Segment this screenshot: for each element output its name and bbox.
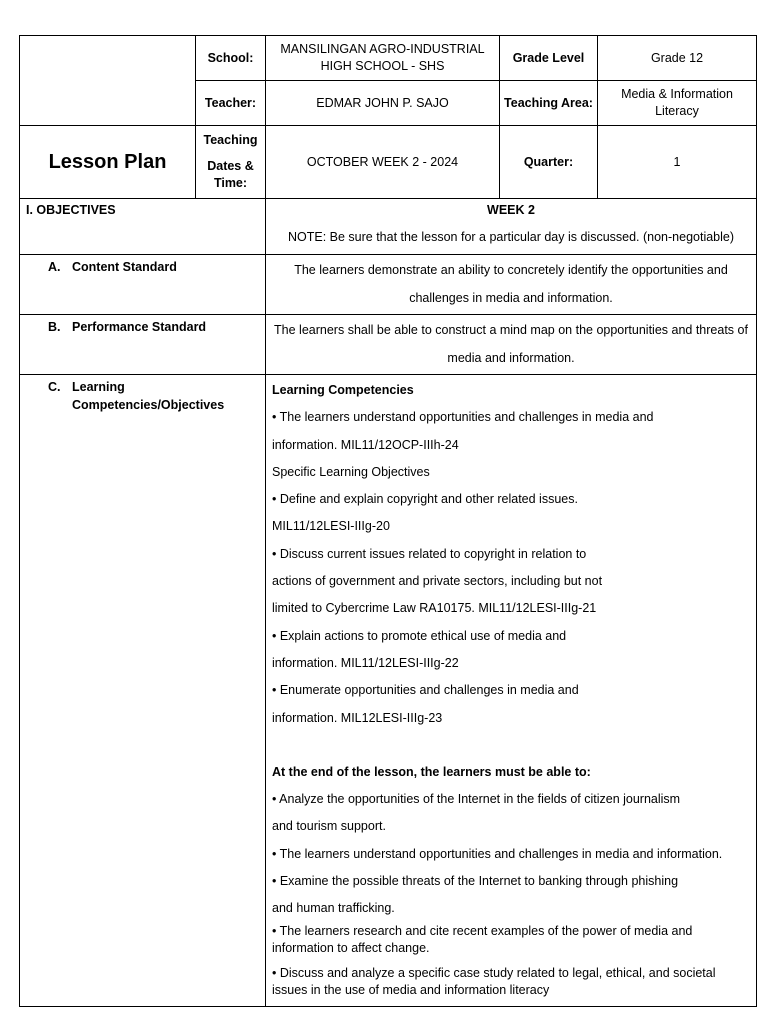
week-label: WEEK 2 bbox=[487, 203, 535, 217]
competency-line: information. MIL11/12LESI-IIIg-22 bbox=[272, 655, 459, 670]
dates-label bbox=[196, 126, 266, 199]
school-label: School: bbox=[196, 36, 266, 81]
performance-standard-label: Performance Standard bbox=[72, 320, 207, 334]
objectives-note: NOTE: Be sure that the lesson for a particular day is discussed. (non-negotiable) bbox=[287, 230, 735, 244]
competencies-label: Learning Competencies/Objectives bbox=[72, 380, 225, 412]
area-value: Media & Information Literacy bbox=[598, 81, 757, 126]
end-of-lesson-line: • Analyze the opportunities of the Internet in the fields of citizen journalism bbox=[272, 792, 681, 807]
competency-line: • Define and explain copyright and other related issues. bbox=[272, 492, 578, 507]
objectives-table bbox=[19, 198, 757, 1007]
competency-line: • The learners understand opportunities and challenges in media and bbox=[272, 410, 654, 425]
competency-line: information. MIL12LESI-IIIg-23 bbox=[272, 710, 443, 725]
performance-standard-marker: B. bbox=[48, 320, 61, 334]
end-of-lesson-item-tight-2: • Discuss and analyze a specific case study related to legal, ethical, and societal issues in the use of media and information literacy bbox=[272, 965, 716, 998]
end-of-lesson-line: • Examine the possible threats of the Internet to banking through phishing bbox=[272, 874, 679, 889]
dates-value: OCTOBER WEEK 2 - 2024 bbox=[266, 126, 500, 199]
school-value: MANSILINGAN AGRO-INDUSTRIAL HIGH SCHOOL - SHS bbox=[266, 36, 500, 81]
end-of-lesson-item-tight-1: • The learners research and cite recent examples of the power of media and information to affect change. bbox=[272, 923, 693, 956]
competency-line: Specific Learning Objectives bbox=[272, 464, 430, 479]
end-of-lesson-line: and human trafficking. bbox=[272, 901, 395, 916]
end-of-lesson-line: • The learners understand opportunities and challenges in media and information. bbox=[272, 846, 723, 861]
teacher-value: EDMAR JOHN P. SAJO bbox=[266, 81, 500, 126]
page-title: Lesson Plan bbox=[20, 126, 196, 199]
end-of-lesson-list bbox=[272, 786, 750, 922]
content-standard-label-cell bbox=[20, 255, 266, 315]
end-of-lesson-line: and tourism support. bbox=[272, 819, 386, 834]
teacher-label: Teacher: bbox=[196, 81, 266, 126]
dates-label-line-2: Dates & Time: bbox=[207, 159, 254, 190]
grade-value: Grade 12 bbox=[598, 36, 757, 81]
header-blank-cell bbox=[20, 36, 196, 126]
end-of-lesson-heading: At the end of the lesson, the learners must be able to: bbox=[272, 764, 591, 779]
competency-line: • Discuss current issues related to copyright in relation to bbox=[272, 546, 587, 561]
content-standard-text: The learners demonstrate an ability to concretely identify the opportunities and challenges in media and information. bbox=[266, 255, 757, 315]
learning-competencies-list bbox=[272, 404, 750, 732]
competency-line: MIL11/12LESI-IIIg-20 bbox=[272, 519, 390, 534]
quarter-value: 1 bbox=[598, 126, 757, 199]
dates-label-line-1: Teaching bbox=[203, 133, 258, 147]
competency-line: • Enumerate opportunities and challenges in media and bbox=[272, 683, 579, 698]
competencies-marker: C. bbox=[48, 380, 61, 394]
area-label: Teaching Area: bbox=[500, 81, 598, 126]
competency-line: limited to Cybercrime Law RA10175. MIL11/12LESI-IIIg-21 bbox=[272, 601, 597, 616]
performance-standard-label-cell bbox=[20, 315, 266, 375]
learning-competencies-heading: Learning Competencies bbox=[272, 383, 414, 397]
competency-line: information. MIL11/12OCP-IIIh-24 bbox=[272, 437, 459, 452]
competencies-label-cell bbox=[20, 375, 266, 1007]
competency-line: actions of government and private sectors, including but not bbox=[272, 574, 603, 589]
objectives-week-cell bbox=[266, 199, 757, 255]
competency-line: • Explain actions to promote ethical use of media and bbox=[272, 628, 567, 643]
competencies-content bbox=[266, 375, 757, 1007]
grade-label: Grade Level bbox=[500, 36, 598, 81]
performance-standard-text: The learners shall be able to construct a mind map on the opportunities and threats of media and information. bbox=[266, 315, 757, 375]
header-table bbox=[19, 35, 757, 199]
content-standard-label: Content Standard bbox=[72, 260, 177, 274]
objectives-heading: I. OBJECTIVES bbox=[20, 199, 266, 255]
content-standard-marker: A. bbox=[48, 260, 61, 274]
quarter-label: Quarter: bbox=[500, 126, 598, 199]
